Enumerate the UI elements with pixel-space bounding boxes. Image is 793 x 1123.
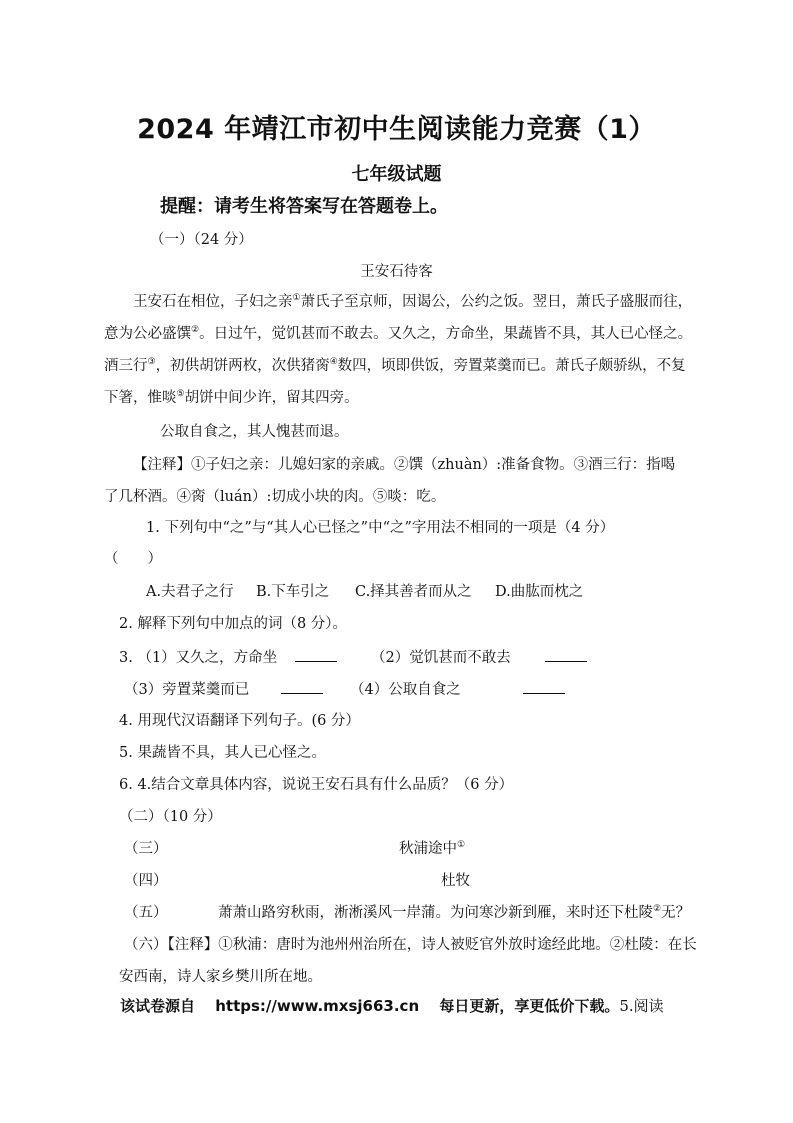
passage-line-3 [104,356,686,376]
item-text: （2）觉饥甚而不敢去 [371,650,511,666]
poem-notes-line-2: 安西南，诗人家乡樊川所在地。 [119,969,322,985]
section-2-header: （二）（10 分） [119,809,222,825]
passage-text: ，初供胡饼两枚，次供猪脔 [155,358,330,374]
passage-text: 酒三行 [104,358,148,374]
item-text: （4）公取自食之 [350,682,461,698]
passage-line-2 [104,324,692,344]
answer-blank [523,679,565,694]
footer-tail: 5.阅读 [619,997,664,1015]
item-text: （3）旁置菜羹而已 [124,682,250,698]
poem-text: 萧萧山路穷秋雨，淅淅溪风一岸蒲。为问寒沙新到雁，来时还下杜陵 [218,905,653,921]
question-4: 4. 用现代汉语翻译下列句子。(6 分） [119,713,360,729]
passage-text: 下箸，惟啖 [104,390,177,406]
passage-title: 王安石待客 [360,264,433,280]
footnote-marker: ① [292,293,301,304]
section-4-label: （四） [124,873,168,889]
question-1-option-b: B.下车引之 [256,584,330,600]
passage-text: 意为公必盛馔 [104,326,191,342]
footnote-marker: ② [653,904,662,915]
passage-text: 。日过午，觉饥甚而不敢去。又久之，方命坐，果蔬皆不具，其人已心怪之。 [199,326,693,342]
passage-text: 王安石在相位，子妇之亲 [133,294,293,310]
poem-author: 杜牧 [441,873,470,889]
notes-line-1: 【注释】①子妇之亲：儿媳妇家的亲戚。②馔（zhuàn）:准备食物。③酒三行：指喝 [133,457,676,473]
passage-text: 萧氏子至京师，因谒公，公约之饭。翌日，萧氏子盛服而往， [300,294,693,310]
answer-blank [545,647,587,662]
section-1-header: （一）（24 分） [150,232,253,248]
notes-line-2: 了几杯酒。④脔（luán）:切成小块的肉。⑤啖：吃。 [104,489,446,505]
poem-title-text: 秋浦途中 [399,841,457,857]
question-3-item-1 [119,647,337,668]
question-2: 2. 解释下列句中加点的词（8 分）。 [119,616,348,632]
question-3-item-4 [350,679,565,700]
poem-text: 无？ [661,905,691,921]
passage-text: 胡饼中间少许，留其四旁。 [184,390,359,406]
passage-line-4 [104,388,359,408]
item-text: 3. （1）又久之，方命坐 [119,650,278,666]
poem-title [399,839,465,859]
reminder-text: 提醒：请考生将答案写在答题卷上。 [160,196,448,217]
footnote-marker: ③ [147,357,156,368]
footnote-marker: ② [191,325,200,336]
question-1-option-c: C.择其善者而从之 [355,584,472,600]
question-1-option-d: D.曲肱而枕之 [495,584,584,600]
answer-blank [281,679,323,694]
source-text: 该试卷源自 https://www.mxsj663.cn 每日更新，享更低价下载。 [120,997,620,1015]
question-5: 5. 果蔬皆不具，其人已心怪之。 [119,745,326,761]
answer-blank [295,647,337,662]
section-3-label: （三） [124,841,168,857]
section-5-label: （五） [124,905,168,921]
passage-text: 数四，顷即供饭，旁置菜羹而已。萧氏子颇骄纵，不复 [337,358,686,374]
question-1-answer-paren: （ ） [104,551,162,567]
source-footer [120,996,664,1016]
poem-notes-line-1: （六）【注释】①秋浦：唐时为池州州治所在，诗人被贬官外放时途经此地。②杜陵：在长 [124,937,697,953]
question-1-option-a: A.夫君子之行 [146,584,234,600]
question-1: 1. 下列句中“之”与“其人心已怪之”中“之”字用法不相同的一项是（4 分） [146,520,615,536]
exam-title: 2024 年靖江市初中生阅读能力竞赛（1） [137,114,656,145]
question-3-item-2 [371,647,587,668]
footnote-marker: ① [457,840,466,851]
passage-line-5: 公取自食之，其人愧甚而退。 [160,424,349,440]
poem-line [218,903,690,923]
exam-subtitle: 七年级试题 [351,164,442,185]
footnote-marker: ⑤ [176,389,185,400]
question-3-item-3 [124,679,323,700]
question-6: 6. 4.结合文章具体内容，说说王安石具有什么品质？（6 分） [119,777,514,793]
passage-line-1 [133,292,692,312]
footnote-marker: ④ [329,357,338,368]
